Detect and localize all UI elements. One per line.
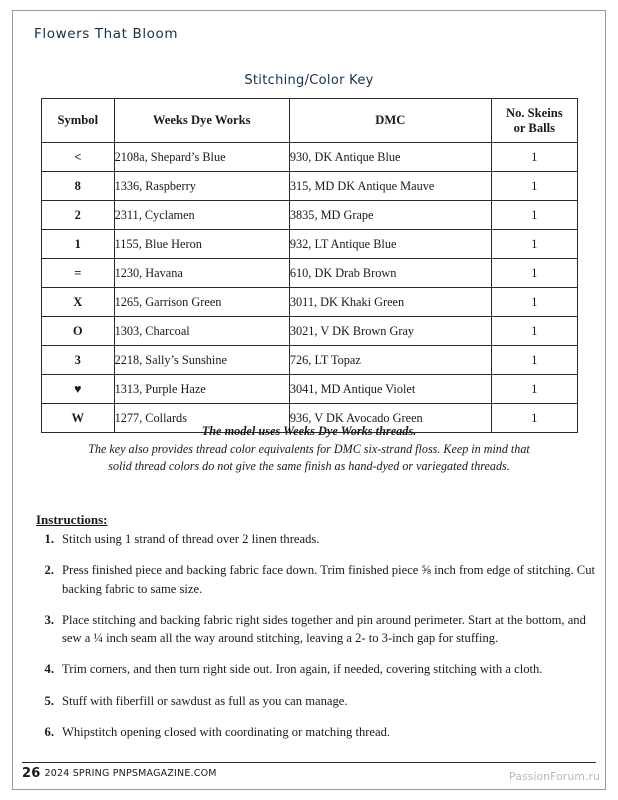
cell-dmc: 932, LT Antique Blue bbox=[289, 230, 491, 259]
list-item bbox=[44, 723, 602, 741]
list-item bbox=[44, 611, 602, 648]
column-header-skeins bbox=[491, 99, 577, 143]
footer-text: 2024 SPRING PNPSMAGAZINE.COM bbox=[44, 768, 217, 779]
page-footer bbox=[22, 766, 217, 781]
column-header-weeks-dye-works: Weeks Dye Works bbox=[114, 99, 289, 143]
column-header-dmc: DMC bbox=[289, 99, 491, 143]
instructions-heading: Instructions: bbox=[36, 512, 108, 527]
list-item bbox=[44, 692, 602, 710]
column-header-symbol: Symbol bbox=[42, 99, 115, 143]
table-row bbox=[42, 346, 578, 375]
table-row bbox=[42, 230, 578, 259]
cell-symbol: 1 bbox=[42, 230, 115, 259]
cell-dmc: 930, DK Antique Blue bbox=[289, 143, 491, 172]
list-item-text: Stuff with fiberfill or sawdust as full as you can manage. bbox=[62, 693, 348, 708]
cell-symbol: 3 bbox=[42, 346, 115, 375]
cell-symbol: W bbox=[42, 404, 115, 433]
cell-weeks: 1265, Garrison Green bbox=[114, 288, 289, 317]
stitching-color-key-table bbox=[41, 98, 578, 433]
cell-skeins: 1 bbox=[491, 230, 577, 259]
cell-skeins: 1 bbox=[491, 375, 577, 404]
cell-weeks: 2218, Sally’s Sunshine bbox=[114, 346, 289, 375]
cell-symbol: < bbox=[42, 143, 115, 172]
cell-weeks: 1336, Raspberry bbox=[114, 172, 289, 201]
list-item-number: 2. bbox=[44, 563, 54, 578]
cell-dmc: 610, DK Drab Brown bbox=[289, 259, 491, 288]
cell-symbol: 2 bbox=[42, 201, 115, 230]
cell-dmc: 3835, MD Grape bbox=[289, 201, 491, 230]
cell-symbol: = bbox=[42, 259, 115, 288]
cell-weeks: 1303, Charcoal bbox=[114, 317, 289, 346]
list-item-text: Place stitching and backing fabric right sides together and pin around perimeter. Start at the bottom, and sew a ¼ inch seam all the way around stitching, leaving a 2- to 3-inch gap for stuffing. bbox=[62, 612, 586, 645]
list-item bbox=[44, 660, 602, 678]
list-item-number: 1. bbox=[44, 532, 54, 546]
cell-dmc: 936, V DK Avocado Green bbox=[289, 404, 491, 433]
key-section-title: Stitching/Color Key bbox=[244, 73, 374, 88]
list-item-text: Trim corners, and then turn right side out. Iron again, if needed, covering stitching with a cloth. bbox=[62, 662, 543, 677]
cell-skeins: 1 bbox=[491, 346, 577, 375]
cell-skeins: 1 bbox=[491, 288, 577, 317]
cell-weeks: 1230, Havana bbox=[114, 259, 289, 288]
list-item bbox=[44, 530, 602, 548]
list-item bbox=[44, 561, 602, 598]
cell-dmc: 726, LT Topaz bbox=[289, 346, 491, 375]
column-header-skeins-line2: or Balls bbox=[513, 120, 556, 135]
watermark: PassionForum.ru bbox=[509, 770, 600, 783]
table-row bbox=[42, 288, 578, 317]
note-key-equivalents: The key also provides thread color equivalents for DMC six-strand floss. Keep in mind that solid thread colors do not give the same finish as hand-dyed or variegated threads. bbox=[88, 442, 530, 474]
list-item-text: Stitch using 1 strand of thread over 2 linen threads. bbox=[62, 532, 320, 546]
cell-symbol: O bbox=[42, 317, 115, 346]
list-item-number: 3. bbox=[44, 612, 54, 627]
cell-skeins: 1 bbox=[491, 404, 577, 433]
table-row bbox=[42, 375, 578, 404]
cell-symbol: X bbox=[42, 288, 115, 317]
list-item-text: Whipstitch opening closed with coordinating or matching thread. bbox=[62, 724, 391, 739]
table-header-row bbox=[42, 99, 578, 143]
cell-symbol: 8 bbox=[42, 172, 115, 201]
table-row bbox=[42, 259, 578, 288]
list-item-number: 5. bbox=[44, 693, 54, 708]
footer-divider bbox=[22, 762, 596, 763]
cell-dmc: 3011, DK Khaki Green bbox=[289, 288, 491, 317]
cell-skeins: 1 bbox=[491, 259, 577, 288]
cell-dmc: 3041, MD Antique Violet bbox=[289, 375, 491, 404]
cell-dmc: 315, MD DK Antique Mauve bbox=[289, 172, 491, 201]
page-title: Flowers That Bloom bbox=[34, 26, 179, 42]
note-model-threads: The model uses Weeks Dye Works threads. bbox=[201, 424, 417, 438]
cell-weeks: 1313, Purple Haze bbox=[114, 375, 289, 404]
table-row bbox=[42, 317, 578, 346]
cell-dmc: 3021, V DK Brown Gray bbox=[289, 317, 491, 346]
cell-skeins: 1 bbox=[491, 172, 577, 201]
cell-weeks: 1277, Collards bbox=[114, 404, 289, 433]
list-item-number: 4. bbox=[44, 662, 54, 677]
footer-page-number: 26 bbox=[22, 766, 41, 781]
list-item-text: Press finished piece and backing fabric face down. Trim finished piece ⅝ inch from edge of stitching. Cut backing fabric to same size. bbox=[62, 563, 596, 596]
instructions-list bbox=[34, 530, 602, 754]
table-row bbox=[42, 201, 578, 230]
cell-skeins: 1 bbox=[491, 201, 577, 230]
list-item-number: 6. bbox=[44, 724, 54, 739]
table-row bbox=[42, 172, 578, 201]
table-row bbox=[42, 143, 578, 172]
cell-skeins: 1 bbox=[491, 317, 577, 346]
cell-weeks: 2108a, Shepard’s Blue bbox=[114, 143, 289, 172]
cell-skeins: 1 bbox=[491, 143, 577, 172]
cell-weeks: 2311, Cyclamen bbox=[114, 201, 289, 230]
cell-weeks: 1155, Blue Heron bbox=[114, 230, 289, 259]
column-header-skeins-line1: No. Skeins bbox=[505, 106, 563, 121]
cell-symbol: ♥ bbox=[42, 375, 115, 404]
